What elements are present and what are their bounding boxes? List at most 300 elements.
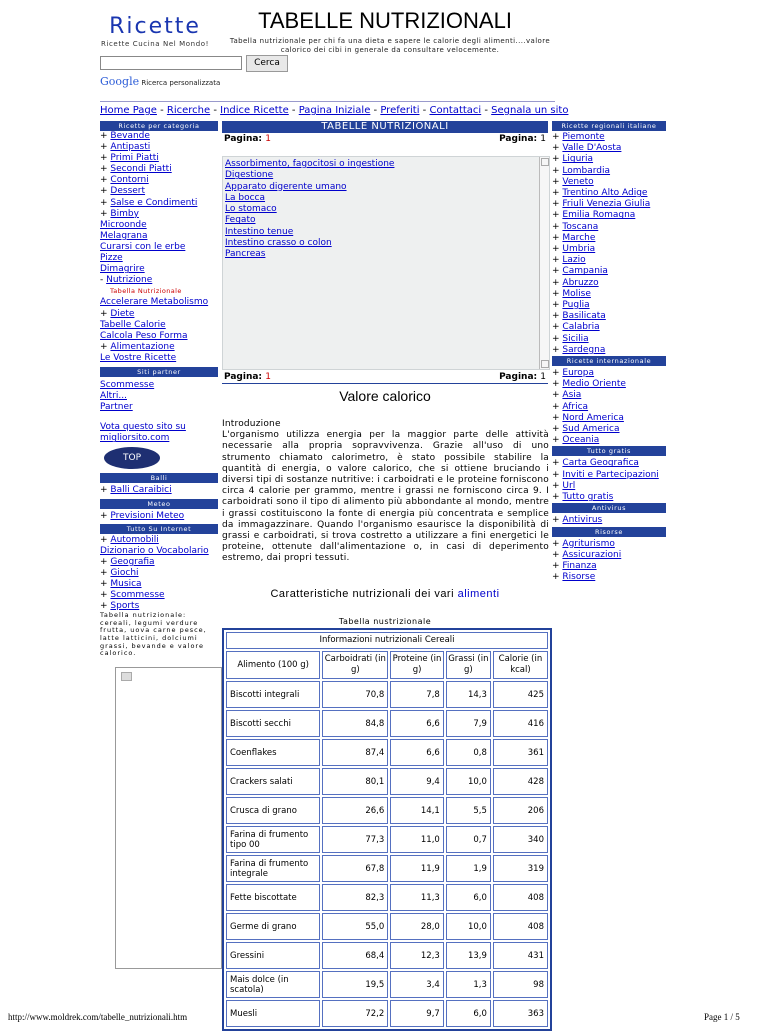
- list-bullet: +: [552, 368, 563, 379]
- list-item: [100, 253, 218, 264]
- dance-link[interactable]: Balli Caraibici: [110, 485, 172, 496]
- column-header: Proteine (in g): [390, 651, 444, 679]
- pagination-total: 1: [540, 134, 546, 144]
- list-link[interactable]: Giochi: [110, 567, 139, 578]
- list-item: [552, 311, 666, 322]
- nav-separator: -: [210, 105, 221, 116]
- list-link[interactable]: Bevande: [110, 131, 150, 141]
- list-bullet: +: [552, 424, 563, 435]
- topic-link[interactable]: Digestione: [225, 170, 274, 181]
- list-item: [100, 297, 218, 308]
- food-name-cell: Farina di frumento tipo 00: [226, 826, 320, 853]
- list-link[interactable]: Marche: [562, 232, 596, 243]
- value-cell: 319: [493, 855, 548, 882]
- food-name-cell: Biscotti secchi: [226, 710, 320, 737]
- table-row: [226, 768, 548, 795]
- list-item: [552, 300, 666, 311]
- list-link[interactable]: Puglia: [562, 300, 590, 311]
- list-link[interactable]: Tutto gratis: [562, 492, 614, 503]
- list-link[interactable]: Salse e Condimenti: [110, 197, 198, 208]
- list-item: [552, 255, 666, 266]
- topic-link[interactable]: Fegato: [225, 215, 256, 226]
- table-title: Informazioni nutrizionali Cereali: [226, 632, 548, 649]
- food-name-cell: Gressini: [226, 942, 320, 969]
- list-item: [552, 572, 666, 583]
- list-link[interactable]: Veneto: [562, 176, 594, 187]
- topics-scrollbar[interactable]: [539, 157, 549, 369]
- list-link[interactable]: Liguria: [562, 154, 594, 165]
- list-link[interactable]: Nutrizione: [106, 275, 153, 286]
- list-link[interactable]: Secondi Piatti: [110, 164, 172, 175]
- value-cell: 11,3: [390, 884, 444, 911]
- list-bullet: +: [552, 311, 563, 322]
- list-link[interactable]: Altri...: [100, 391, 127, 402]
- value-cell: 7,9: [446, 710, 491, 737]
- table-row: [226, 739, 548, 766]
- nav-link[interactable]: Pagina Iniziale: [298, 105, 371, 116]
- list-link[interactable]: Calabria: [562, 322, 600, 333]
- list-item: [552, 278, 666, 289]
- pagination-current[interactable]: 1: [265, 134, 271, 144]
- list-link[interactable]: Nord America: [562, 412, 624, 423]
- table-row: [226, 797, 548, 824]
- pagination-bottom-label: Pagina:: [224, 372, 263, 382]
- list-item: [552, 561, 666, 572]
- list-link[interactable]: Basilicata: [562, 311, 606, 322]
- value-cell: 428: [493, 768, 548, 795]
- list-item: [100, 402, 218, 413]
- food-name-cell: Fette biscottate: [226, 884, 320, 911]
- list-link[interactable]: Curarsi con le erbe: [100, 241, 186, 252]
- nutrition-heading: [222, 588, 548, 600]
- list-item: [552, 132, 666, 143]
- list-link[interactable]: Scommesse: [100, 379, 155, 390]
- value-cell: 14,1: [390, 797, 444, 824]
- list-link[interactable]: Sardegna: [562, 344, 606, 355]
- nav-link[interactable]: Ricerche: [166, 105, 211, 116]
- nav-link[interactable]: Segnala un sito: [491, 105, 569, 116]
- list-item: [552, 244, 666, 255]
- value-cell: 26,6: [322, 797, 388, 824]
- list-bullet: +: [552, 538, 563, 549]
- list-item: [552, 470, 666, 481]
- list-link[interactable]: Inviti e Partecipazioni: [562, 469, 659, 480]
- topic-link[interactable]: Assorbimento, fagocitosi o ingestione: [225, 159, 395, 169]
- list-link[interactable]: Lombardia: [562, 165, 611, 176]
- list-item: [552, 390, 666, 401]
- list-link[interactable]: Contorni: [110, 175, 149, 186]
- food-name-cell: Muesli: [226, 1000, 320, 1027]
- list-link[interactable]: Lazio: [562, 255, 586, 266]
- topic-link[interactable]: Apparato digerente umano: [225, 181, 347, 192]
- nav-separator: -: [288, 105, 299, 116]
- list-bullet: +: [552, 390, 563, 401]
- search-input[interactable]: [100, 56, 242, 70]
- list-link[interactable]: Geografia: [110, 556, 155, 567]
- pagination-label-right: Pagina:: [499, 134, 538, 144]
- list-link[interactable]: Le Vostre Ricette: [100, 352, 177, 363]
- topic-link[interactable]: La bocca: [225, 192, 266, 203]
- dance-link-item: + Balli Caraibici: [100, 485, 172, 496]
- right-sidebar: [552, 121, 666, 583]
- list-link[interactable]: Risorse: [562, 572, 596, 583]
- topic-link[interactable]: Lo stomaco: [225, 204, 277, 215]
- value-cell: 1,3: [446, 971, 491, 998]
- logo-subtitle: Ricette Cucina Nel Mondo!: [100, 40, 210, 48]
- value-cell: 7,8: [390, 681, 444, 708]
- topics-list-box[interactable]: [222, 156, 550, 370]
- list-item: [552, 188, 666, 199]
- list-link[interactable]: Musica: [110, 579, 142, 589]
- value-cell: 5,5: [446, 797, 491, 824]
- value-cell: 13,9: [446, 942, 491, 969]
- list-item: [100, 309, 218, 320]
- pagination-bottom-current[interactable]: 1: [265, 372, 271, 382]
- list-link[interactable]: Automobili: [110, 534, 159, 545]
- value-cell: 206: [493, 797, 548, 824]
- value-cell: 363: [493, 1000, 548, 1027]
- weather-link-item: + Previsioni Meteo: [100, 510, 185, 521]
- food-name-cell: Coenflakes: [226, 739, 320, 766]
- list-link[interactable]: Partner: [100, 402, 133, 413]
- pagination-bottom-total: 1: [540, 372, 546, 382]
- international-list: [552, 368, 666, 446]
- list-link[interactable]: Umbria: [562, 244, 596, 255]
- list-link[interactable]: Accelerare Metabolismo: [100, 297, 209, 308]
- list-link[interactable]: Piemonte: [562, 132, 605, 142]
- value-cell: 70,8: [322, 681, 388, 708]
- list-link[interactable]: Antipasti: [110, 142, 151, 153]
- print-page-number: Page 1 / 5: [704, 1012, 740, 1022]
- value-cell: 87,4: [322, 739, 388, 766]
- list-item: [100, 164, 218, 175]
- value-cell: 82,3: [322, 884, 388, 911]
- list-bullet: +: [100, 208, 108, 219]
- list-item: [100, 535, 218, 546]
- list-link[interactable]: Carta Geografica: [562, 458, 639, 469]
- list-link[interactable]: Microonde: [100, 219, 147, 230]
- list-item: [100, 320, 218, 331]
- page-description: Tabella nutrizionale per chi fa una dieta e sapere le calorie degli alimenti....valore calorico dei cibi in generale da consultare velocemente.: [229, 37, 551, 54]
- column-header: Alimento (100 g): [226, 651, 320, 679]
- list-link[interactable]: Melagrana: [100, 230, 148, 241]
- list-bullet: +: [100, 142, 108, 153]
- column-header: Grassi (in g): [446, 651, 491, 679]
- list-link[interactable]: Sicilia: [562, 333, 589, 344]
- value-cell: 9,4: [390, 768, 444, 795]
- list-link[interactable]: Alimentazione: [110, 341, 175, 352]
- list-bullet: +: [552, 143, 563, 154]
- list-item: [100, 142, 218, 153]
- list-link[interactable]: Medio Oriente: [562, 379, 626, 390]
- list-bullet: +: [552, 469, 560, 480]
- top-navbar: [100, 105, 569, 116]
- table-row: [226, 855, 548, 882]
- food-name-cell: Germe di grano: [226, 913, 320, 940]
- list-link[interactable]: Campania: [562, 266, 608, 277]
- value-cell: 425: [493, 681, 548, 708]
- list-bullet: +: [552, 255, 563, 266]
- weather-link[interactable]: Previsioni Meteo: [110, 510, 185, 521]
- list-link[interactable]: Asia: [562, 390, 582, 401]
- list-bullet: +: [100, 131, 108, 141]
- value-cell: 361: [493, 739, 548, 766]
- list-link[interactable]: Emilia Romagna: [562, 210, 636, 221]
- value-cell: 77,3: [322, 826, 388, 853]
- list-item: [100, 546, 218, 557]
- table-caption: Tabella nustrizionale: [338, 617, 432, 626]
- intro-label: Introduzione: [222, 419, 281, 429]
- list-link[interactable]: Tabelle Calorie: [100, 319, 166, 330]
- list-item: [100, 391, 218, 402]
- list-item: [100, 380, 218, 391]
- resources-list: [552, 539, 666, 584]
- table-header-row: [226, 651, 548, 679]
- value-cell: 6,0: [446, 1000, 491, 1027]
- list-link[interactable]: Agriturismo: [562, 538, 615, 549]
- left-sidebar: [100, 121, 218, 658]
- regional-list: [552, 132, 666, 356]
- nutrition-heading-text: Caratteristiche nutrizionali dei vari: [270, 588, 455, 600]
- table-row: [226, 826, 548, 853]
- column-header: Carboidrati (in g): [322, 651, 388, 679]
- international-header: Ricette internazionale: [552, 356, 666, 366]
- list-link[interactable]: Calcola Peso Forma: [100, 330, 188, 341]
- value-cell: 340: [493, 826, 548, 853]
- list-item: [552, 458, 666, 469]
- list-item: [100, 579, 218, 590]
- pagination-label: Pagina:: [224, 134, 263, 144]
- list-bullet: +: [552, 210, 563, 221]
- topic-link[interactable]: Pancreas: [225, 249, 266, 260]
- list-item: [100, 353, 218, 364]
- list-item: [552, 379, 666, 390]
- partner-sites-header: Siti partner: [100, 367, 218, 377]
- list-item: [100, 331, 218, 342]
- table-row: [226, 913, 548, 940]
- value-cell: 3,4: [390, 971, 444, 998]
- partner-sites-list: [100, 380, 218, 413]
- list-link[interactable]: Diete: [110, 308, 135, 319]
- list-item: [100, 275, 218, 286]
- google-custom-search: [100, 75, 220, 88]
- weather-header: Meteo: [100, 499, 218, 509]
- list-link[interactable]: Finanza: [562, 560, 597, 571]
- list-bullet: +: [552, 560, 563, 571]
- pagination-bottom-label-right: Pagina:: [499, 372, 538, 382]
- list-item: [100, 209, 218, 220]
- nav-link[interactable]: Contattaci: [429, 105, 482, 116]
- list-link[interactable]: Bimby: [110, 208, 139, 219]
- nutrition-table: [222, 628, 552, 1031]
- list-link[interactable]: Scommesse: [110, 590, 165, 601]
- list-bullet: +: [100, 601, 108, 612]
- pagination-top: [222, 134, 548, 144]
- list-link[interactable]: Primi Piatti: [110, 153, 159, 164]
- list-item: [100, 220, 218, 231]
- list-item: [552, 266, 666, 277]
- list-bullet: +: [552, 199, 563, 210]
- list-link[interactable]: Pizze: [100, 253, 123, 264]
- table-row: [226, 710, 548, 737]
- value-cell: 0,8: [446, 739, 491, 766]
- list-bullet: +: [552, 412, 563, 423]
- list-bullet: +: [100, 567, 108, 578]
- value-cell: 408: [493, 913, 548, 940]
- list-item: [552, 177, 666, 188]
- internet-header: Tutto Su Internet: [100, 524, 218, 534]
- value-cell: 98: [493, 971, 548, 998]
- list-item: [100, 264, 218, 275]
- food-name-cell: Biscotti integrali: [226, 681, 320, 708]
- list-bullet: +: [100, 556, 108, 567]
- list-link[interactable]: Oceania: [562, 435, 600, 446]
- section-title: Valore calorico: [339, 388, 431, 404]
- list-bullet: +: [552, 322, 563, 333]
- nav-separator: -: [156, 105, 167, 116]
- list-link[interactable]: Dessert: [110, 186, 146, 197]
- nav-link[interactable]: Home Page: [100, 105, 157, 116]
- foods-link[interactable]: alimenti: [457, 588, 500, 600]
- list-link[interactable]: Sports: [110, 601, 140, 612]
- topic-link[interactable]: Intestino tenue: [225, 226, 294, 237]
- list-bullet: +: [100, 590, 108, 601]
- intro-text: L'organismo utilizza energia per la maggior parte delle attività necessarie alla propria sopravvivenza. Grazie all'uso di uno strumento chiamato calorimetro, è stato possibile stabilire la quantità di energia, o valore calorico, che si ottiene bruciando i diversi tipi di sostanze nutritive: i carboidrati e le proteine forniscono circa 4 calorie per grammo, mentre i grassi ne forniscono circa 9. I carboidrati sono il tipo di alimento più abbondante al mondo, mentre i grassi costituiscono la fonte di energia più concentrata e semplice da immagazzinare. Quando l'organismo esaurisce la disponibilità di grassi e carboidrati, si trova costretto a utilizzare a fini energetici le proteine, ottenute dall'alimentazione o, in casi di deperimento estremo, dai propri tessuti.: [222, 430, 549, 564]
- list-link[interactable]: Trentino Alto Adige: [562, 188, 648, 199]
- category-header: Ricette per categoria: [100, 121, 218, 131]
- value-cell: 11,9: [390, 855, 444, 882]
- topics-list: [223, 157, 549, 261]
- category-list: [100, 131, 218, 286]
- list-item: [552, 492, 666, 503]
- list-item: [552, 233, 666, 244]
- search-button[interactable]: Cerca: [246, 55, 288, 72]
- value-cell: 12,3: [390, 942, 444, 969]
- antivirus-link[interactable]: Antivirus: [562, 515, 603, 526]
- category-list-2: [100, 297, 218, 364]
- nav-separator: -: [481, 105, 492, 116]
- nav-separator: -: [370, 105, 381, 116]
- vote-link[interactable]: Vota questo sito su migliorsito.com: [100, 422, 186, 444]
- scroll-up-icon[interactable]: [541, 158, 549, 166]
- list-link[interactable]: Sud America: [562, 424, 620, 435]
- list-link[interactable]: Friuli Venezia Giulia: [562, 199, 651, 210]
- table-row: [226, 681, 548, 708]
- list-bullet: +: [552, 266, 563, 277]
- antivirus-item: + Antivirus: [552, 515, 603, 526]
- list-item: [100, 342, 218, 353]
- list-bullet: +: [100, 534, 108, 545]
- list-bullet: +: [552, 572, 563, 583]
- print-url: http://www.moldrek.com/tabelle_nutrizionali.htm: [8, 1012, 188, 1022]
- list-bullet: +: [100, 308, 108, 319]
- value-cell: 67,8: [322, 855, 388, 882]
- nav-link[interactable]: Indice Ricette: [220, 105, 289, 116]
- value-cell: 10,0: [446, 768, 491, 795]
- value-cell: 14,3: [446, 681, 491, 708]
- google-logo: Google: [100, 75, 140, 88]
- list-bullet: +: [552, 232, 563, 243]
- list-item: [552, 289, 666, 300]
- list-link[interactable]: Europa: [562, 368, 595, 379]
- topic-link[interactable]: Intestino crasso o colon: [225, 238, 332, 249]
- food-name-cell: Mais dolce (in scatola): [226, 971, 320, 998]
- list-bullet: +: [552, 176, 563, 187]
- resources-header: Risorse: [552, 527, 666, 537]
- list-item: [552, 550, 666, 561]
- free-header: Tutto gratis: [552, 446, 666, 456]
- list-item: [100, 186, 218, 197]
- list-item: [552, 413, 666, 424]
- list-bullet: +: [552, 492, 560, 503]
- nav-link[interactable]: Preferiti: [380, 105, 420, 116]
- list-bullet: +: [100, 153, 108, 164]
- value-cell: 6,6: [390, 739, 444, 766]
- list-link[interactable]: Dimagrire: [100, 264, 145, 275]
- list-bullet: +: [552, 333, 563, 344]
- pagination-divider: [222, 383, 548, 384]
- list-link[interactable]: Valle D'Aosta: [562, 143, 622, 154]
- value-cell: 10,0: [446, 913, 491, 940]
- list-link[interactable]: Molise: [562, 288, 591, 299]
- value-cell: 431: [493, 942, 548, 969]
- list-bullet: +: [552, 154, 563, 165]
- value-cell: 11,0: [390, 826, 444, 853]
- list-bullet: +: [552, 277, 563, 288]
- logo-title[interactable]: Ricette: [109, 14, 201, 39]
- list-item: [552, 402, 666, 413]
- top-badge-icon[interactable]: TOP: [104, 447, 160, 469]
- list-link[interactable]: Assicurazioni: [562, 549, 622, 560]
- value-cell: 6,6: [390, 710, 444, 737]
- list-bullet: +: [552, 221, 563, 232]
- list-link[interactable]: Dizionario o Vocabolario: [100, 545, 209, 556]
- list-item: [552, 222, 666, 233]
- list-bullet: +: [552, 288, 563, 299]
- free-list: [552, 458, 666, 503]
- table-row: [226, 1000, 548, 1027]
- value-cell: 72,2: [322, 1000, 388, 1027]
- list-bullet: -: [100, 275, 104, 286]
- list-bullet: +: [552, 344, 563, 355]
- pagination-bottom: [224, 372, 546, 382]
- list-item: [552, 154, 666, 165]
- list-item: [100, 231, 218, 242]
- list-item: [552, 539, 666, 550]
- list-link[interactable]: Abruzzo: [562, 277, 599, 288]
- nav-separator: -: [419, 105, 430, 116]
- list-link[interactable]: Africa: [562, 401, 589, 412]
- nutrition-table-sublabel: Tabella Nutrizionale: [110, 287, 182, 296]
- table-row: [226, 884, 548, 911]
- list-item: [552, 481, 666, 492]
- list-item: [552, 368, 666, 379]
- table-row: [226, 971, 548, 998]
- list-link[interactable]: Toscana: [562, 221, 599, 232]
- topics-box-title: TABELLE NUTRIZIONALI: [222, 121, 548, 133]
- food-name-cell: Farina di frumento integrale: [226, 855, 320, 882]
- list-item: [100, 242, 218, 253]
- list-item: [552, 345, 666, 356]
- list-bullet: +: [552, 401, 563, 412]
- list-bullet: +: [552, 244, 563, 255]
- dance-header: Balli: [100, 473, 218, 483]
- list-bullet: +: [552, 549, 563, 560]
- scroll-down-icon[interactable]: [541, 360, 549, 368]
- list-item: [552, 210, 666, 221]
- list-item: [552, 435, 666, 446]
- list-link[interactable]: Url: [562, 480, 576, 491]
